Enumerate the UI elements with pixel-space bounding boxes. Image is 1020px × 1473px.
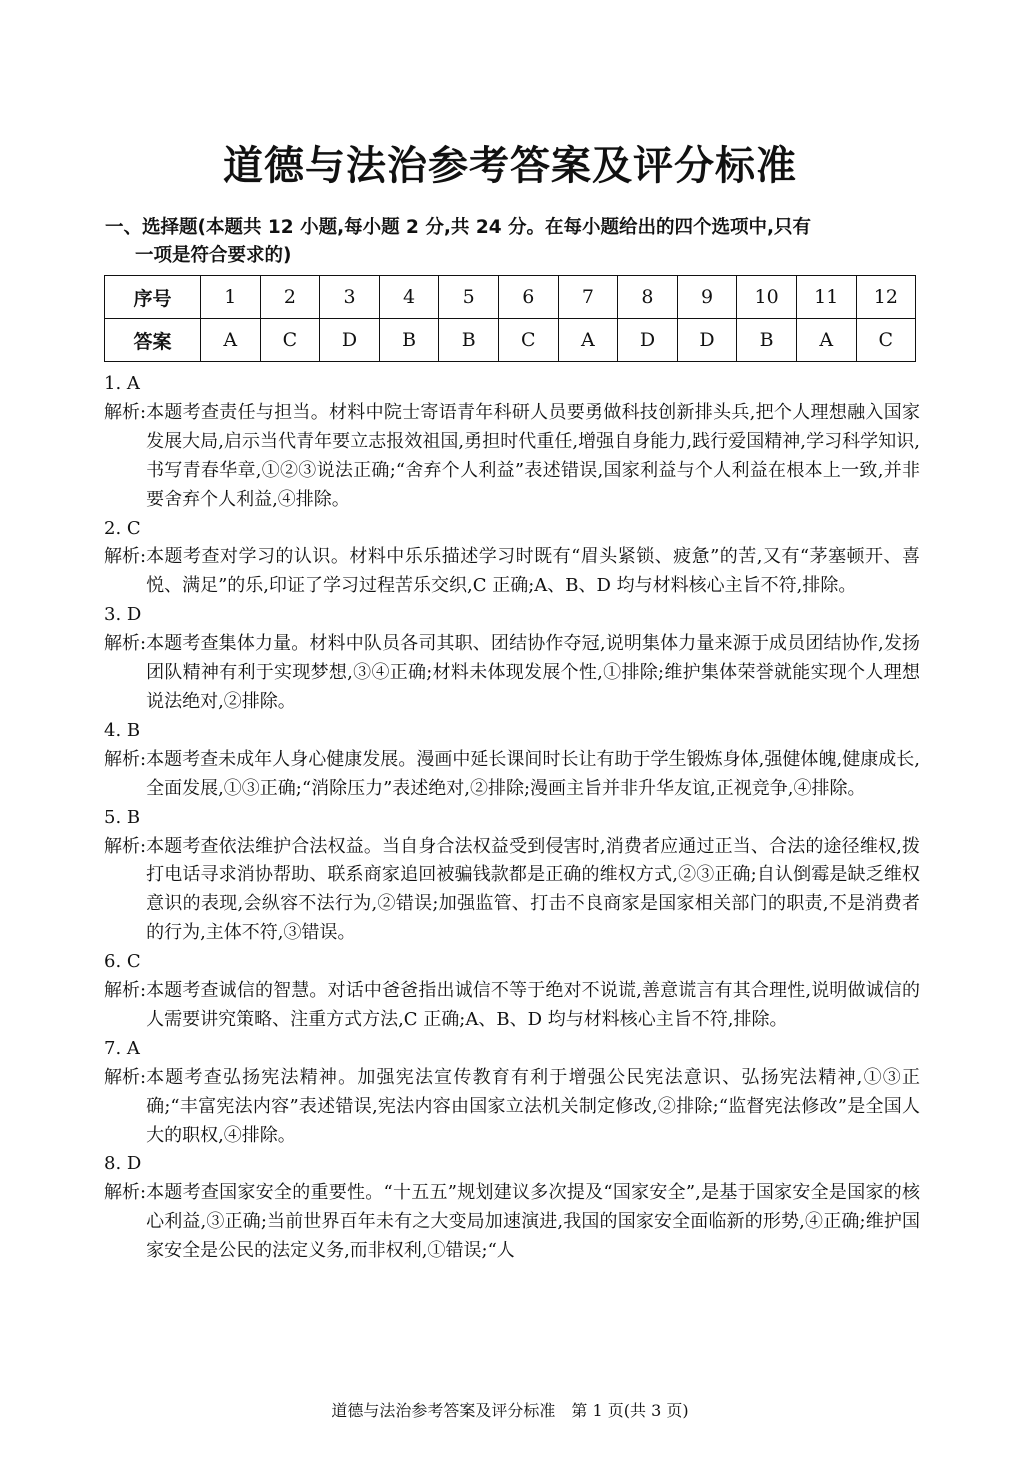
table-cell-answer: D (618, 319, 678, 362)
explanation-label: 解析: (104, 748, 147, 770)
table-cell-number: 12 (856, 276, 916, 319)
table-cell-number: 9 (677, 276, 737, 319)
table-cell-answer: B (439, 319, 499, 362)
explanation-label: 解析: (104, 1066, 147, 1088)
table-header-answer: 答案 (105, 319, 201, 362)
question-item-5 (104, 804, 920, 949)
table-cell-number: 6 (498, 276, 558, 319)
table-cell-number: 1 (201, 276, 261, 319)
section-heading (105, 214, 920, 270)
question-item-1 (104, 370, 920, 515)
question-item-2 (104, 515, 920, 602)
question-item-4 (104, 717, 920, 804)
explanation-label: 解析: (104, 980, 147, 1002)
question-number: 3. D (104, 604, 142, 626)
table-cell-answer: A (558, 319, 618, 362)
answer-table (104, 275, 916, 362)
page-title: 道德与法治参考答案及评分标准 (223, 143, 797, 189)
table-cell-answer: A (201, 319, 261, 362)
question-number: 6. C (104, 951, 141, 973)
explanation-text: 本题考查未成年人身心健康发展。漫画中延长课间时长让有助于学生锻炼身体,强健体魄,健康成长,全面发展,①③正确;“消除压力”表述绝对,②排除;漫画主旨并非升华友谊,正视竞争,④排除。 (146, 748, 920, 799)
explanation-label: 解析: (104, 1182, 147, 1204)
table-cell-number: 3 (320, 276, 380, 319)
explanation-text: 本题考查弘扬宪法精神。加强宪法宣传教育有利于增强公民宪法意识、弘扬宪法精神,①③正确;“丰富宪法内容”表述错误,宪法内容由国家立法机关制定修改,②排除;“监督宪法修改”是全国人大的职权,④排除。 (146, 1066, 920, 1146)
explanation-text: 本题考查国家安全的重要性。“十五五”规划建议多次提及“国家安全”,是基于国家安全是国家的核心利益,③正确;当前世界百年未有之大变局加速演进,我国的国家安全面临新的形势,④正确;维护国家安全是公民的法定义务,而非权利,①错误;“人 (146, 1182, 920, 1262)
explanation-text: 本题考查诚信的智慧。对话中爸爸指出诚信不等于绝对不说谎,善意谎言有其合理性,说明做诚信的人需要讲究策略、注重方式方法,C 正确;A、B、D 均与材料核心主旨不符,排除。 (146, 980, 920, 1030)
table-cell-answer: B (379, 319, 439, 362)
table-cell-number: 8 (618, 276, 678, 319)
page-footer: 道德与法治参考答案及评分标准 第 1 页(共 3 页) (331, 1401, 689, 1420)
section-heading-line-1: 一、选择题(本题共 12 小题,每小题 2 分,共 24 分。在每小题给出的四个选项中,只有 (105, 217, 812, 238)
explanation-label: 解析: (104, 401, 147, 423)
table-cell-answer: A (796, 319, 856, 362)
explanation-text: 本题考查集体力量。材料中队员各司其职、团结协作夺冠,说明集体力量来源于成员团结协作,发扬团队精神有利于实现梦想,③④正确;材料未体现发展个性,①排除;维护集体荣誉就能实现个人理想说法绝对,②排除。 (146, 633, 920, 712)
question-item-8 (104, 1150, 920, 1266)
explanation-label: 解析: (104, 546, 147, 568)
question-number: 8. D (104, 1153, 142, 1175)
answer-table-answer-row (105, 319, 916, 362)
question-number: 1. A (104, 373, 140, 394)
question-number: 2. C (104, 517, 141, 539)
explanation-text: 本题考查责任与担当。材料中院士寄语青年科研人员要勇做科技创新排头兵,把个人理想融入国家发展大局,启示当代青年要立志报效祖国,勇担时代重任,增强自身能力,践行爱国精神,学习科学知识,书写青春华章,①②③说法正确;“舍弃个人利益”表述错误,国家利益与个人利益在根本上一致,并非要舍弃个人利益,④排除。 (146, 401, 920, 510)
table-cell-answer: C (260, 319, 320, 362)
answer-table-number-row (105, 276, 916, 319)
question-number: 5. B (104, 806, 141, 828)
question-item-7 (104, 1035, 920, 1151)
table-cell-number: 4 (379, 276, 439, 319)
table-cell-answer: C (856, 319, 916, 362)
table-cell-answer: B (737, 319, 797, 362)
question-item-6 (104, 948, 920, 1035)
explanation-label: 解析: (104, 633, 147, 655)
explanation-list (104, 370, 920, 1266)
table-cell-number: 2 (260, 276, 320, 319)
table-cell-answer: C (498, 319, 558, 362)
explanation-text: 本题考查依法维护合法权益。当自身合法权益受到侵害时,消费者应通过正当、合法的途径维权,拨打电话寻求消协帮助、联系商家追回被骗钱款都是正确的维权方式,②③正确;自认倒霉是缺乏维权意识的表现,会纵容不法行为,②错误;加强监管、打击不良商家是国家相关部门的职责,不是消费者的行为,主体不符,③错误。 (146, 835, 920, 944)
table-cell-answer: D (320, 319, 380, 362)
question-item-3 (104, 601, 920, 717)
question-number: 7. A (104, 1037, 140, 1059)
table-cell-number: 7 (558, 276, 618, 319)
table-header-number: 序号 (105, 276, 201, 319)
table-cell-answer: D (677, 319, 737, 362)
section-heading-line-2: 一项是符合要求的) (135, 245, 292, 266)
table-cell-number: 10 (737, 276, 797, 319)
question-number: 4. B (104, 719, 141, 741)
table-cell-number: 5 (439, 276, 499, 319)
explanation-text: 本题考查对学习的认识。材料中乐乐描述学习时既有“眉头紧锁、疲惫”的苦,又有“茅塞顿开、喜悦、满足”的乐,印证了学习过程苦乐交织,C 正确;A、B、D 均与材料核心主旨不符,排除。 (146, 546, 920, 597)
explanation-label: 解析: (104, 835, 147, 857)
table-cell-number: 11 (796, 276, 856, 319)
